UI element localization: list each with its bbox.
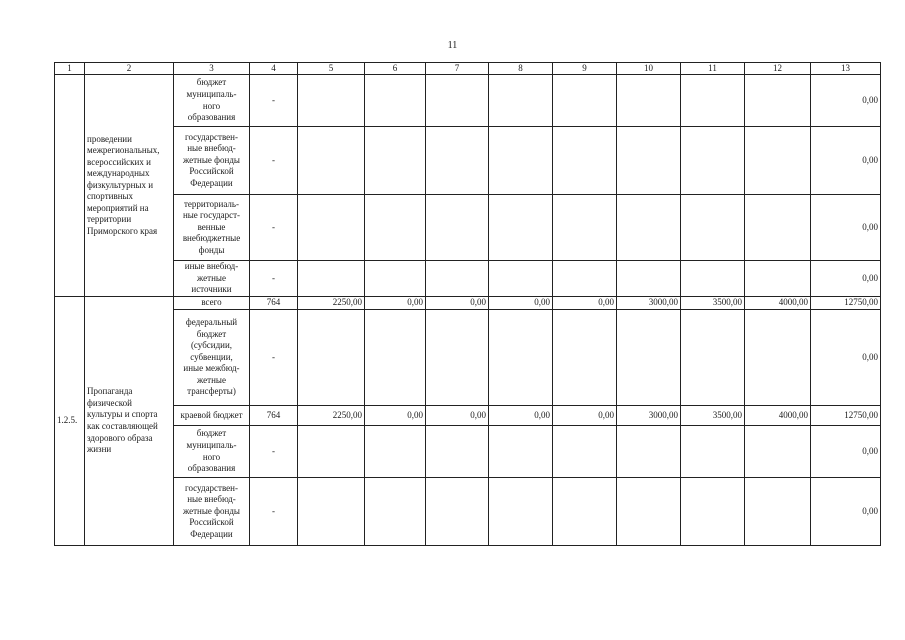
activity-name-line: мероприятий на [87,202,149,213]
activity-name [85,75,174,297]
funding-source-line: иные межбюд- [183,363,240,374]
year-value [365,195,426,261]
year-value [745,261,811,297]
year-value [617,478,681,546]
funding-source-line: жетные [197,272,226,283]
funding-source-line: Российской [189,517,234,528]
funding-source-line: ные внебюд- [187,494,236,505]
year-value [681,261,745,297]
column-header: 6 [365,63,426,75]
funding-source-line: трансферты) [187,386,236,397]
year-value [553,261,617,297]
funding-source [174,426,250,478]
year-value: 3500,00 [681,406,745,426]
funding-source-line: венные [197,221,226,232]
year-value [365,426,426,478]
funding-source-line: государствен- [184,482,238,493]
funding-source-line: муниципаль- [186,439,237,450]
year-value [365,127,426,195]
table-row [55,406,881,426]
funding-source-line: Федерации [190,177,233,188]
table-row [55,75,881,127]
table-row [55,478,881,546]
year-value [489,195,553,261]
measure-value: - [250,195,298,261]
year-value [426,310,489,406]
year-value [745,127,811,195]
year-value [426,127,489,195]
budget-table [54,62,881,546]
year-value [489,426,553,478]
year-value [426,478,489,546]
year-value [617,195,681,261]
funding-source-line: государствен- [184,131,238,142]
table-row [55,426,881,478]
funding-source-line: ные государст- [182,210,241,221]
column-header: 1 [55,63,85,75]
total-value: 0,00 [811,127,881,195]
column-header: 11 [681,63,745,75]
year-value [298,310,365,406]
year-value [298,127,365,195]
year-value [553,478,617,546]
total-value: 12750,00 [811,297,881,310]
funding-source-line: ного [202,100,221,111]
year-value [681,310,745,406]
year-value [298,195,365,261]
year-value [745,75,811,127]
year-value [298,478,365,546]
column-header: 4 [250,63,298,75]
year-value [617,127,681,195]
year-value [426,75,489,127]
funding-source-line: ные внебюд- [187,143,236,154]
funding-source-line: (субсидии, [190,340,233,351]
year-value: 0,00 [365,406,426,426]
activity-name-line: физкультурных и [87,179,154,190]
funding-source-line: федеральный [185,317,238,328]
year-value: 2250,00 [298,406,365,426]
year-value: 0,00 [426,297,489,310]
year-value [681,195,745,261]
funding-source [174,297,250,310]
year-value [617,75,681,127]
funding-source-line: бюджет [196,428,227,439]
table-row [55,261,881,297]
year-value [298,261,365,297]
column-header: 3 [174,63,250,75]
column-header: 9 [553,63,617,75]
activity-code: 1.2.5. [55,297,85,546]
activity-name-line: всероссийских и [87,156,151,167]
year-value: 3000,00 [617,406,681,426]
total-value: 0,00 [811,310,881,406]
column-header: 8 [489,63,553,75]
page-number: 11 [447,40,458,51]
year-value [745,478,811,546]
funding-source-line: иные внебюд- [184,261,239,272]
year-value [681,426,745,478]
year-value [553,127,617,195]
year-value [681,75,745,127]
year-value [745,426,811,478]
total-value: 0,00 [811,75,881,127]
year-value: 0,00 [553,297,617,310]
column-header: 13 [811,63,881,75]
activity-name-line: физической [87,397,132,408]
column-header: 7 [426,63,489,75]
year-value [489,310,553,406]
year-value: 0,00 [489,297,553,310]
funding-source-line: бюджет [196,328,227,339]
year-value [426,261,489,297]
measure-value: 764 [250,406,298,426]
year-value [553,310,617,406]
total-value: 0,00 [811,478,881,546]
funding-source-line: жетные фонды [183,505,240,516]
total-value: 0,00 [811,426,881,478]
year-value: 3000,00 [617,297,681,310]
year-value [745,310,811,406]
year-value: 4000,00 [745,297,811,310]
funding-source-line: ного [202,451,221,462]
activity-name-line: Приморского края [87,225,158,236]
table-row [55,297,881,310]
funding-source [174,478,250,546]
year-value [681,478,745,546]
activity-name-line: международных [87,168,150,179]
total-value: 0,00 [811,195,881,261]
measure-value: - [250,478,298,546]
year-value [745,195,811,261]
activity-code [55,75,85,297]
year-value [489,127,553,195]
column-header: 10 [617,63,681,75]
table-row [55,127,881,195]
year-value [365,478,426,546]
measure-value: 764 [250,297,298,310]
year-value [298,75,365,127]
funding-source [174,261,250,297]
activity-name-line: территории [87,214,132,225]
funding-source [174,195,250,261]
funding-source-line: образования [187,112,236,123]
measure-value: - [250,310,298,406]
year-value [426,426,489,478]
year-value: 2250,00 [298,297,365,310]
header-row [55,63,881,75]
measure-value: - [250,261,298,297]
year-value: 0,00 [365,297,426,310]
activity-name-line: Пропаганда [87,386,133,397]
year-value: 0,00 [489,406,553,426]
funding-source [174,127,250,195]
year-value [681,127,745,195]
funding-source-line: субвенции, [190,351,233,362]
activity-name-line: здорового образа [87,432,153,443]
activity-name-line: как составляющей [87,421,158,431]
funding-source-line: источники [191,284,232,295]
funding-source-line: образования [187,463,236,474]
measure-value: - [250,127,298,195]
activity-name-line: проведении [87,133,132,144]
activity-name [85,297,174,546]
year-value [489,478,553,546]
total-value: 0,00 [811,261,881,297]
year-value [489,261,553,297]
funding-source-line: жетные фонды [183,154,240,165]
funding-source-line: Федерации [190,528,233,539]
measure-value: - [250,426,298,478]
year-value [298,426,365,478]
funding-source-line: всего [201,297,222,308]
funding-source [174,310,250,406]
measure-value: - [250,75,298,127]
total-value: 12750,00 [811,406,881,426]
year-value [365,261,426,297]
activity-name-line: культуры и спорта [87,409,158,420]
column-header: 12 [745,63,811,75]
year-value: 4000,00 [745,406,811,426]
funding-source-line: бюджет [196,77,227,88]
funding-source [174,406,250,426]
year-value [617,426,681,478]
funding-source-line: внебюджетные [182,233,241,244]
table-row [55,195,881,261]
column-header: 5 [298,63,365,75]
year-value [553,426,617,478]
year-value [617,261,681,297]
year-value [426,195,489,261]
year-value: 0,00 [553,406,617,426]
funding-source-line: краевой бюджет [180,409,243,420]
funding-source-line: фонды [198,244,225,255]
funding-source-line: территориаль- [183,198,240,209]
activity-name-line: жизни [87,444,112,455]
year-value [553,75,617,127]
year-value [617,310,681,406]
funding-source-line: муниципаль- [186,88,237,99]
year-value: 3500,00 [681,297,745,310]
year-value [365,310,426,406]
year-value [489,75,553,127]
funding-source-line: Российской [189,166,234,177]
year-value [365,75,426,127]
year-value: 0,00 [426,406,489,426]
funding-source [174,75,250,127]
funding-source-line: жетные [197,374,226,385]
year-value [553,195,617,261]
activity-name-line: межрегиональных, [87,145,160,156]
table-row [55,310,881,406]
activity-name-line: спортивных [87,191,134,202]
column-header: 2 [85,63,174,75]
